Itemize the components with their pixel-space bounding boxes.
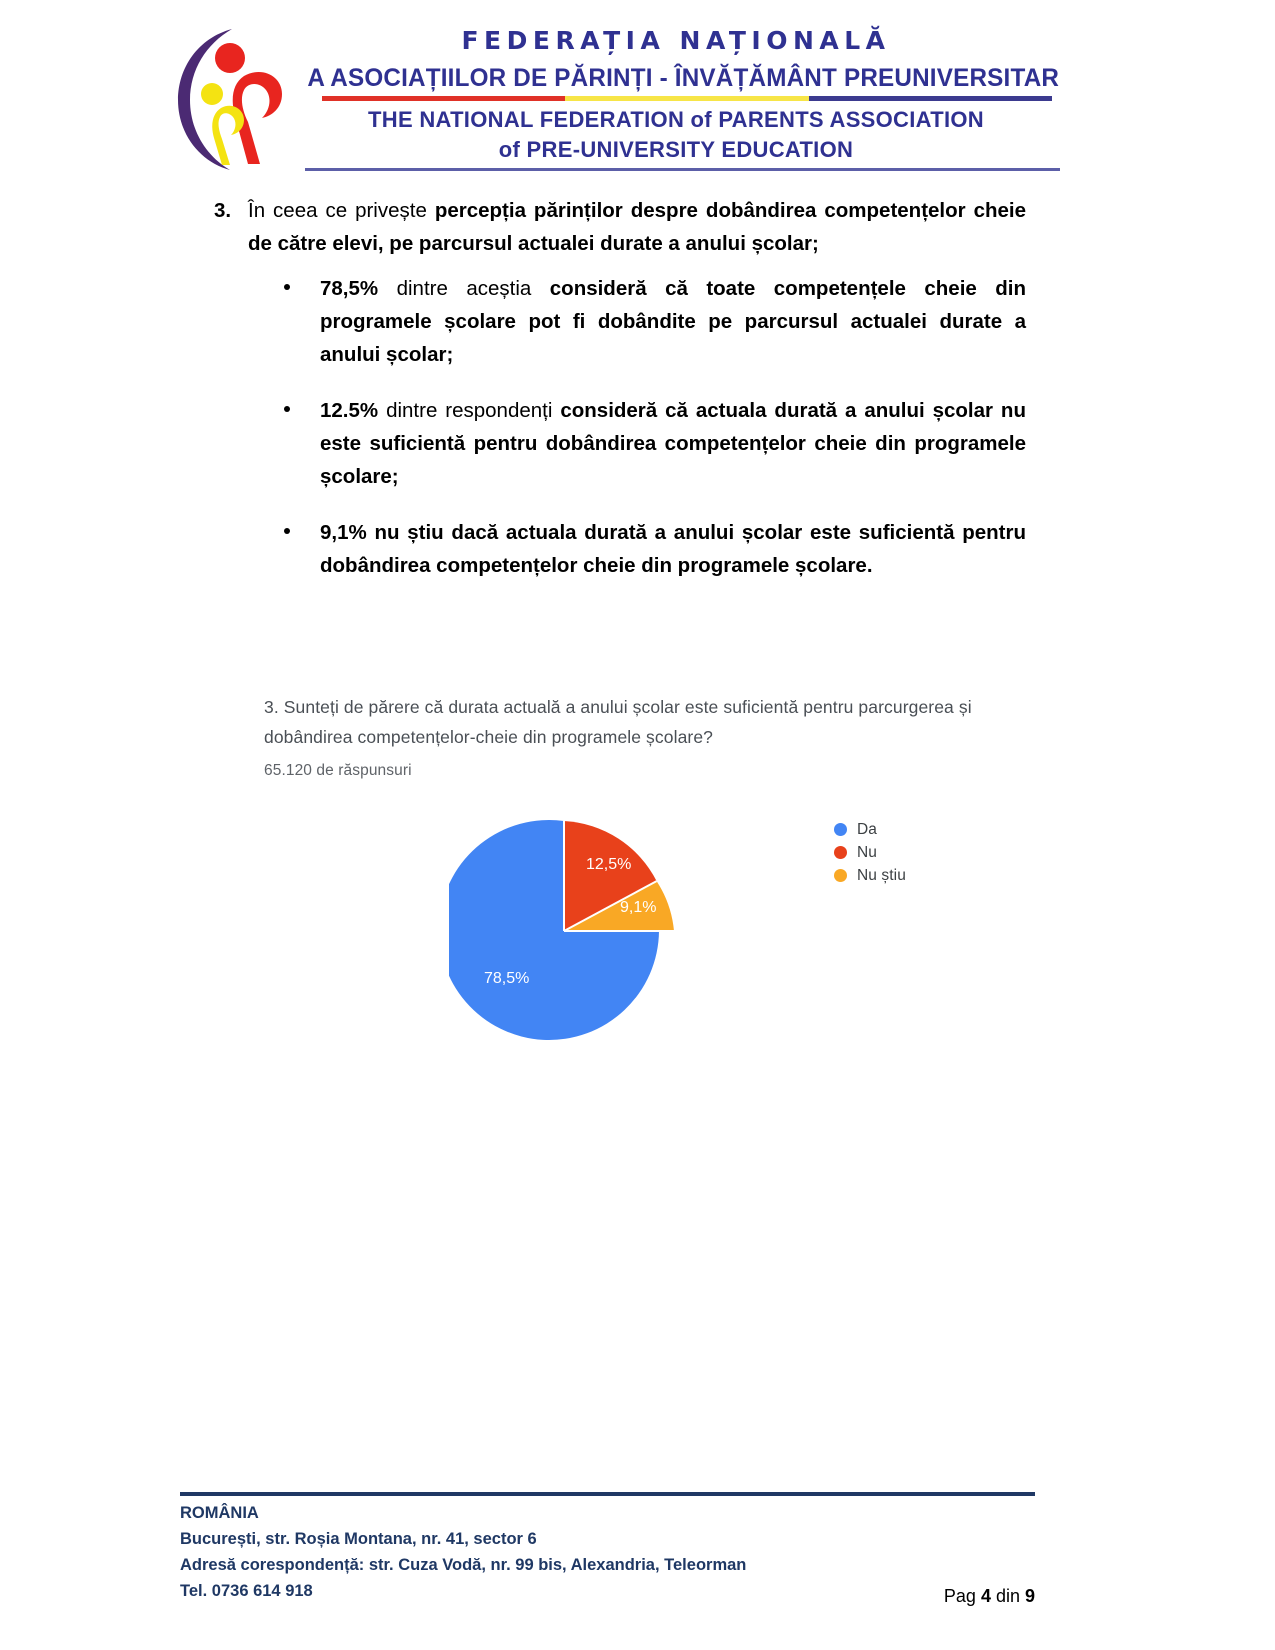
pie-chart-graphic <box>449 816 679 1046</box>
bullet-dot-icon <box>284 528 290 534</box>
list-item-text-plain: În ceea ce privește <box>248 199 435 222</box>
legend-item-da <box>834 818 1014 841</box>
header-divider-rule <box>305 168 1060 171</box>
legend-swatch-nu-stiu <box>834 869 847 882</box>
bullet-dot-icon <box>284 406 290 412</box>
bullet-text <box>320 272 1026 371</box>
list-item-number: 3. <box>214 199 232 222</box>
letterhead-title-ro <box>296 26 1060 95</box>
page-number <box>180 1586 1035 1607</box>
legend-label-nu: Nu <box>857 843 878 861</box>
letterhead-title-en-line1: THE NATIONAL FEDERATION of PARENTS ASSOCIATION <box>368 107 984 132</box>
pie-chart-figure <box>264 682 1074 1082</box>
bullet-list <box>284 272 1026 605</box>
letterhead-title-ro-line1: FEDERAȚIA NAȚIONALĂ <box>461 26 891 55</box>
letterhead-title-en-line2: of PRE-UNIVERSITY EDUCATION <box>498 137 854 162</box>
bullet-dot-icon <box>284 284 290 290</box>
list-item <box>284 516 1026 582</box>
legend-swatch-nu <box>834 846 847 859</box>
legend-item-nu-stiu <box>834 864 1014 887</box>
footer-divider-rule <box>180 1492 1035 1496</box>
parents-federation-logo-icon <box>174 24 294 172</box>
page-number-current: 4 <box>980 1586 991 1606</box>
footer-phone: Tel. 0736 614 918 <box>180 1582 313 1600</box>
numbered-list-item-3 <box>214 194 1026 260</box>
bullet-text-plain: dintre respondenți <box>378 399 561 422</box>
chart-subtitle: 65.120 de răspunsuri <box>264 762 412 779</box>
bullet-text-bold: consideră că toate competențele cheie din programele școlare pot fi dobândite pe parcursul actualei durate a anului școlar; <box>320 277 1026 366</box>
bullet-text <box>320 516 1026 582</box>
bullet-percentage: 9,1% <box>320 521 367 544</box>
list-item <box>284 394 1026 493</box>
legend-swatch-da <box>834 823 847 836</box>
tricolor-yellow-segment <box>565 96 808 101</box>
bullet-percentage: 78,5% <box>320 277 379 300</box>
letterhead-header <box>0 0 1275 182</box>
pie-label-nu-stiu: 9,1% <box>620 899 657 916</box>
page-number-total: 9 <box>1024 1586 1035 1606</box>
bullet-text-bold: nu știu dacă actuala durată a anului școlar este suficientă pentru dobândirea competențelor cheie din programele școlare. <box>320 521 1026 577</box>
chart-title: 3. Sunteți de părere că durata actuală a anului școlar este suficientă pentru parcurgerea și dobândirea competențelor-cheie din programele școlare? <box>264 697 972 747</box>
bullet-text <box>320 394 1026 493</box>
footer-address: București, str. Roșia Montana, nr. 41, sector 6 <box>180 1530 537 1548</box>
pie-label-nu: 12,5% <box>586 856 632 873</box>
list-item <box>284 272 1026 371</box>
list-item-text-bold: percepția părinților despre dobândirea competențelor cheie de către elevi, pe parcursul actualei durate a anului școlar; <box>248 199 1026 255</box>
footer-correspondence-address: Adresă corespondență: str. Cuza Vodă, nr. 99 bis, Alexandria, Teleorman <box>180 1556 747 1574</box>
list-item-text <box>248 194 1026 260</box>
letterhead-title-ro-line2: A ASOCIAȚIILOR DE PĂRINȚI - ÎNVĂȚĂMÂNT PREUNIVERSITAR <box>307 64 1060 92</box>
bullet-text-plain: dintre aceștia <box>378 277 550 300</box>
tricolor-divider <box>322 96 1052 101</box>
tricolor-blue-segment <box>809 96 1052 101</box>
chart-legend <box>834 818 1014 887</box>
legend-item-nu <box>834 841 1014 864</box>
legend-label-nu-stiu: Nu știu <box>857 866 906 884</box>
pie-label-da: 78,5% <box>484 970 530 987</box>
page-number-prefix: Pag <box>943 1586 981 1606</box>
bullet-text-bold: consideră că actuala durată a anului școlar nu este suficientă pentru dobândirea competențelor cheie din programele școlare; <box>320 399 1026 488</box>
letterhead-title-en <box>296 106 1056 163</box>
legend-label-da: Da <box>857 820 878 838</box>
bullet-percentage: 12.5% <box>320 399 379 422</box>
footer-country: ROMÂNIA <box>180 1504 259 1522</box>
tricolor-red-segment <box>322 96 565 101</box>
page-number-middle: din <box>990 1586 1025 1606</box>
